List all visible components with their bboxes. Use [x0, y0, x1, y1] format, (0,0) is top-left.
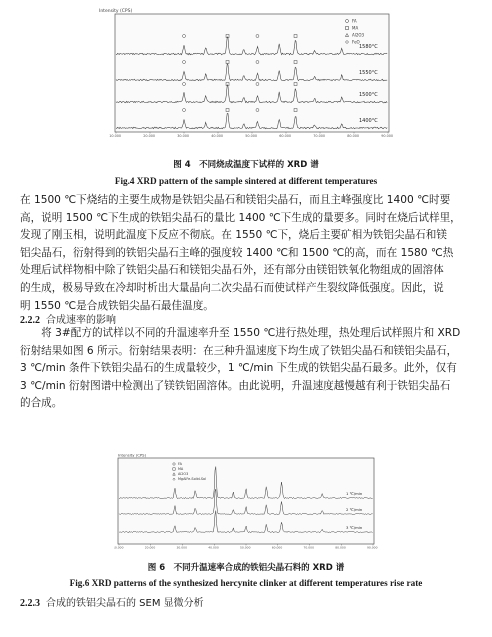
x-tick-label: 30.000 — [177, 133, 190, 138]
text-line: 铝尖晶石，衍射得到的铁铝尖晶石主峰的强度较 1400 ℃和 1500 ℃的高，而在 1580 ℃热 — [20, 246, 454, 259]
text-line: 在 1500 ℃下烧结的主要生成物是铁铝尖晶石和镁铝尖晶石，而且主峰强度比 1400 ℃时要 — [20, 194, 451, 206]
section-title: 合成速率的影响 — [46, 315, 116, 326]
section-heading-2-2-2 — [20, 311, 116, 326]
text-line: 衍射结果如图 6 所示。衍射结果表明：在三种升温速度下均生成了铁铝尖晶石和镁铝尖晶石， — [20, 344, 458, 357]
fig4-x-axis — [109, 132, 393, 138]
text-line: 将 3#配方的试样以不同的升温速率升至 1550 ℃进行热处理，热处理后试样照片和 XRD — [20, 327, 461, 339]
paragraph-temperature-effect — [20, 192, 472, 315]
svg-text:MgAlFe-Solid-Sol: MgAlFe-Solid-Sol — [178, 477, 207, 482]
section-title: 合成的铁铝尖晶石的 SEM 显微分析 — [46, 598, 204, 609]
x-tick-label: 60.000 — [271, 545, 283, 550]
x-tick-label: 40.000 — [211, 133, 224, 138]
svg-text:FA: FA — [178, 462, 182, 467]
curve-label: 1580°C — [359, 44, 378, 50]
fig4-caption-en: Fig.4 XRD pattern of the sample sintered at different temperatures — [114, 176, 378, 186]
x-tick-label: 20.000 — [144, 545, 156, 550]
curve-label: 2 ℃/min — [346, 507, 363, 512]
x-tick-label: 50.000 — [240, 545, 251, 550]
fig4-plot-frame — [115, 14, 389, 132]
fig4-plot-title: Intensity (CPS) — [99, 9, 133, 14]
svg-text:Al2O3: Al2O3 — [178, 472, 189, 477]
x-tick-label: 80.000 — [347, 133, 360, 138]
text-line: 高，说明 1500 ℃下生成的铁铝尖晶石的量比 1400 ℃下生成的量要多。同时在烧后试样里， — [20, 211, 461, 224]
curve-label: 3 ℃/min — [346, 525, 363, 530]
x-tick-label: 90.000 — [367, 545, 378, 550]
fig6-caption-en: Fig.6 XRD patterns of the synthesized hercynite clinker at different temperatures rise rate — [69, 578, 423, 588]
x-tick-label: 90.000 — [381, 133, 394, 138]
x-tick-label: 10.000 — [109, 133, 122, 138]
curve-label: 1400°C — [359, 118, 378, 124]
paragraph-heating-rate-effect — [20, 325, 472, 413]
x-tick-label: 70.000 — [303, 545, 314, 550]
section-number: 2.2.2 — [20, 315, 40, 326]
x-tick-label: 80.000 — [335, 545, 346, 550]
fig4-svg — [97, 4, 397, 152]
fig4-caption-cn: 图 4 不同烧成温度下试样的 XRD 谱 — [173, 160, 319, 170]
text-line: 明 1550 ℃是合成铁铝尖晶石最佳温度。 — [20, 299, 214, 312]
x-tick-label: 10.000 — [114, 545, 124, 550]
fig6-plot-frame — [118, 458, 374, 544]
fig6-x-axis — [114, 544, 378, 550]
fig6-xrd-plot — [114, 452, 378, 556]
curve-label: 1500°C — [359, 92, 378, 98]
text-line: 的生成，极易导致在冷却时析出大量晶向二次尖晶石而使试样产生裂纹降低强度。因此，说 — [20, 281, 444, 294]
text-line: 3 ℃/min 衍射图谱中检测出了镁铁铝固溶体。由此说明，升温速度越慢越有利于铁铝尖晶石 — [20, 379, 451, 392]
text-line: 发现了刚玉相，说明此温度下反应不彻底。在 1550 ℃下，烧后主要矿相为铁铝尖晶石和镁 — [20, 229, 447, 242]
fig6-legend-item — [173, 477, 206, 481]
x-tick-label: 60.000 — [279, 133, 292, 138]
section-heading-2-2-3 — [20, 594, 204, 609]
svg-text:Al2O3: Al2O3 — [352, 32, 365, 38]
x-tick-label: 70.000 — [313, 133, 326, 138]
svg-text:FeO: FeO — [352, 39, 360, 45]
svg-text:MA: MA — [178, 467, 184, 472]
fig4-xrd-plot — [97, 4, 397, 152]
fig6-caption-cn: 图 6 不同升温速率合成的铁铝尖晶石料的 XRD 谱 — [147, 563, 345, 573]
x-tick-label: 20.000 — [143, 133, 156, 138]
text-line: 的合成。 — [20, 397, 63, 410]
x-tick-label: 30.000 — [176, 545, 187, 550]
fig6-svg — [114, 452, 378, 556]
x-tick-label: 50.000 — [245, 133, 258, 138]
curve-label: 1550°C — [359, 70, 378, 76]
svg-text:FA: FA — [352, 18, 357, 24]
text-line: 处理后试样物相中除了铁铝尖晶石和镁铝尖晶石外，还有部分由镁铝铁氧化物组成的固溶体 — [20, 264, 444, 277]
curve-label: 1 ℃/min — [346, 491, 363, 496]
section-number: 2.2.3 — [20, 598, 40, 609]
text-line: 3 ℃/min 条件下铁铝尖晶石的生成量较少，1 ℃/min 下生成的铁铝尖晶石最多。此外，仅有 — [20, 362, 457, 375]
x-tick-label: 40.000 — [208, 545, 219, 550]
svg-text:MA: MA — [352, 25, 359, 31]
fig6-plot-title: Intensity (CPS) — [118, 452, 147, 458]
